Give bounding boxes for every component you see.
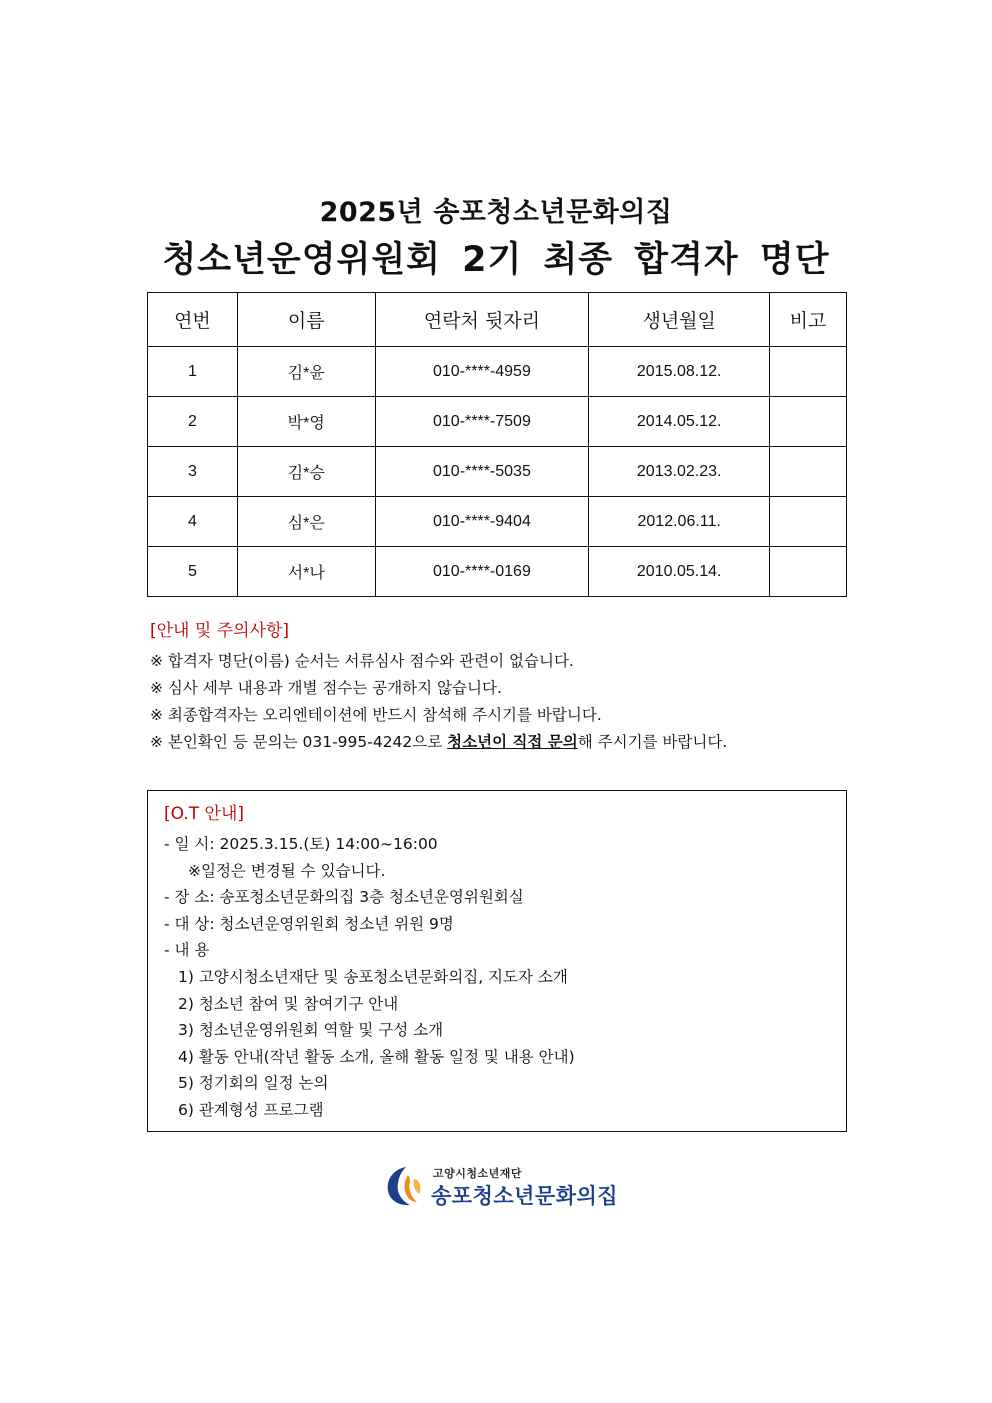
cell-number: 2: [148, 397, 238, 447]
cell-number: 5: [148, 547, 238, 597]
cell-name: 심*은: [237, 497, 375, 547]
notice-contact-suffix: 해 주시기를 바랍니다.: [577, 733, 728, 751]
notice-item: ※ 심사 세부 내용과 개별 점수는 공개하지 않습니다.: [150, 679, 502, 697]
orientation-target: - 대 상: 청소년운영위원회 청소년 위원 9명: [164, 914, 454, 933]
logo-foundation-name: 고양시청소년재단: [433, 1167, 523, 1180]
table-row: [148, 397, 847, 447]
cell-remarks: [770, 497, 847, 547]
orientation-content-item: 1) 고양시청소년재단 및 송포청소년문화의집, 지도자 소개: [178, 967, 568, 986]
table-row: [148, 347, 847, 397]
cell-name: 김*윤: [237, 347, 375, 397]
orientation-place: - 장 소: 송포청소년문화의집 3층 청소년운영위원회실: [164, 888, 524, 907]
orientation-date: - 일 시: 2025.3.15.(토) 14:00~16:00: [164, 835, 438, 853]
cell-phone: 010-****-5035: [375, 447, 589, 497]
cell-number: 4: [148, 497, 238, 547]
orientation-content-item: 3) 청소년운영위원회 역할 및 구성 소개: [178, 1021, 444, 1040]
notice-item-contact: [150, 729, 850, 756]
cell-remarks: [770, 347, 847, 397]
notice-item: ※ 합격자 명단(이름) 순서는 서류심사 점수와 관련이 없습니다.: [150, 652, 574, 670]
notice-section: [150, 620, 850, 756]
cell-name: 김*승: [237, 447, 375, 497]
table-row: [148, 497, 847, 547]
logo-center-name: 송포청소년문화의집: [431, 1184, 619, 1208]
applicant-table: [147, 292, 847, 597]
orientation-content-item: 6) 관계형성 프로그램: [178, 1100, 324, 1119]
column-header-birthdate: 생년월일: [589, 293, 770, 347]
orientation-date-note: ※일정은 변경될 수 있습니다.: [188, 861, 386, 880]
cell-remarks: [770, 397, 847, 447]
orientation-content-item: 4) 활동 안내(작년 활동 소개, 올해 활동 일정 및 내용 안내): [178, 1047, 575, 1066]
column-header-number: 연번: [148, 293, 238, 347]
cell-birthdate: 2014.05.12.: [589, 397, 770, 447]
orientation-heading: [O.T 안내]: [164, 804, 244, 824]
cell-birthdate: 2015.08.12.: [589, 347, 770, 397]
cell-birthdate: 2012.06.11.: [589, 497, 770, 547]
notice-item: ※ 최종합격자는 오리엔테이션에 반드시 참석해 주시기를 바랍니다.: [150, 706, 602, 724]
table-row: [148, 447, 847, 497]
cell-number: 3: [148, 447, 238, 497]
column-header-phone: 연락처 뒷자리: [375, 293, 589, 347]
logo-mark-icon: [384, 1165, 428, 1207]
organization-logo: [384, 1160, 624, 1210]
cell-remarks: [770, 447, 847, 497]
table-header-row: [148, 293, 847, 347]
notice-heading: [안내 및 주의사항]: [150, 621, 290, 641]
notice-contact-prefix: ※ 본인확인 등 문의는 031-995-4242으로: [150, 733, 448, 751]
cell-phone: 010-****-0169: [375, 547, 589, 597]
notice-contact-emphasis: 청소년이 직접 문의: [447, 733, 578, 751]
orientation-content-item: 5) 정기회의 일정 논의: [178, 1074, 329, 1093]
cell-phone: 010-****-4959: [375, 347, 589, 397]
cell-birthdate: 2010.05.14.: [589, 547, 770, 597]
page-title-line1: 2025년 송포청소년문화의집: [319, 197, 673, 228]
cell-name: 서*나: [237, 547, 375, 597]
cell-remarks: [770, 547, 847, 597]
column-header-name: 이름: [237, 293, 375, 347]
cell-name: 박*영: [237, 397, 375, 447]
orientation-content-label: - 내 용: [164, 941, 210, 960]
cell-number: 1: [148, 347, 238, 397]
orientation-content-item: 2) 청소년 참여 및 참여기구 안내: [178, 994, 399, 1013]
column-header-remarks: 비고: [770, 293, 847, 347]
page-title-line2: 청소년운영위원회 2기 최종 합격자 명단: [162, 240, 830, 280]
cell-phone: 010-****-9404: [375, 497, 589, 547]
table-row: [148, 547, 847, 597]
cell-phone: 010-****-7509: [375, 397, 589, 447]
cell-birthdate: 2013.02.23.: [589, 447, 770, 497]
orientation-box: [147, 790, 847, 1132]
